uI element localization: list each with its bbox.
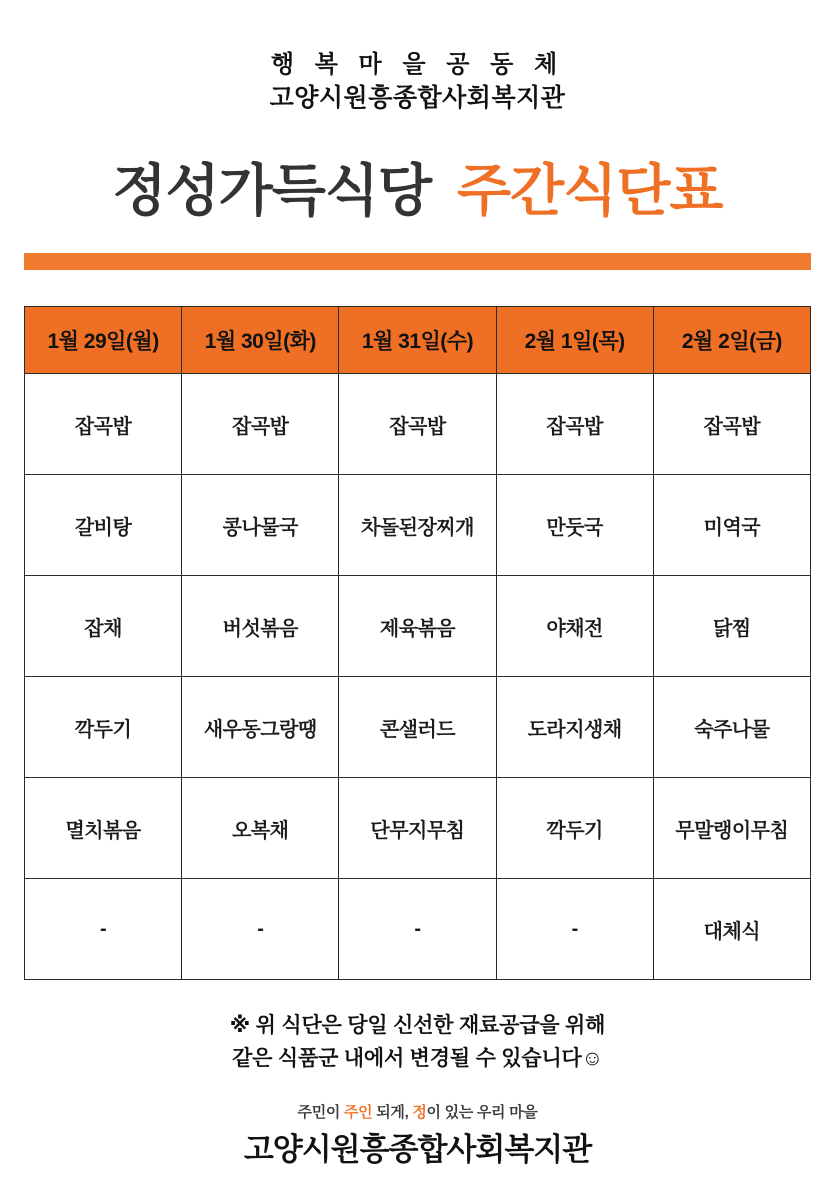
- accent-divider: [24, 253, 811, 270]
- table-row: [25, 374, 811, 475]
- slogan-part-1: 주민이: [297, 1104, 344, 1122]
- menu-cell: 콘샐러드: [339, 677, 496, 778]
- menu-cell: 새우동그랑땡: [182, 677, 339, 778]
- table-col-header-thu: 2월 1일(목): [496, 307, 653, 374]
- footer-slogan: [18, 1101, 817, 1122]
- table-row: [25, 677, 811, 778]
- table-row: [25, 475, 811, 576]
- slogan-highlight-1: 주인: [343, 1104, 373, 1122]
- table-row: [25, 879, 811, 980]
- menu-cell: 깍두기: [25, 677, 182, 778]
- table-row: [25, 778, 811, 879]
- menu-cell: 야채전: [496, 576, 653, 677]
- table-header-row: [25, 307, 811, 374]
- menu-cell: -: [182, 879, 339, 980]
- menu-cell: 잡곡밥: [653, 374, 810, 475]
- menu-cell: 단무지무침: [339, 778, 496, 879]
- footer-org-name: 고양시원흥종합사회복지관: [243, 1132, 592, 1168]
- notice-line-2: 같은 식품군 내에서 변경될 수 있습니다☺: [232, 1046, 603, 1070]
- slogan-part-3: 이 있는 우리 마을: [426, 1104, 538, 1122]
- menu-cell: 잡곡밥: [182, 374, 339, 475]
- menu-cell: 잡곡밥: [25, 374, 182, 475]
- table-col-header-tue: 1월 30일(화): [182, 307, 339, 374]
- menu-cell: 갈비탕: [25, 475, 182, 576]
- menu-cell: 버섯볶음: [182, 576, 339, 677]
- menu-cell: 제육볶음: [339, 576, 496, 677]
- menu-cell: -: [25, 879, 182, 980]
- table-col-header-fri: 2월 2일(금): [653, 307, 810, 374]
- menu-cell: 도라지생채: [496, 677, 653, 778]
- menu-cell: 대체식: [653, 879, 810, 980]
- menu-cell: 잡채: [25, 576, 182, 677]
- menu-cell: 만둣국: [496, 475, 653, 576]
- slogan-part-2: 되게,: [372, 1104, 413, 1122]
- page-title: [18, 147, 817, 227]
- menu-cell: 닭찜: [653, 576, 810, 677]
- notice-text: [18, 1010, 817, 1075]
- menu-cell: 무말랭이무침: [653, 778, 810, 879]
- menu-cell: 차돌된장찌개: [339, 475, 496, 576]
- menu-cell: 깍두기: [496, 778, 653, 879]
- table-row: [25, 576, 811, 677]
- table-col-header-mon: 1월 29일(월): [25, 307, 182, 374]
- menu-cell: -: [496, 879, 653, 980]
- slogan-highlight-2: 정: [412, 1104, 427, 1122]
- notice-line-1: ※ 위 식단은 당일 신선한 재료공급을 위해: [229, 1014, 606, 1038]
- org-tagline: 행 복 마 을 공 동 체: [270, 51, 565, 78]
- organization-header: [18, 0, 817, 113]
- menu-cell: 잡곡밥: [496, 374, 653, 475]
- table-col-header-wed: 1월 31일(수): [339, 307, 496, 374]
- menu-cell: -: [339, 879, 496, 980]
- title-subject: 주간식단표: [457, 159, 723, 223]
- weekly-menu-table: [24, 306, 811, 980]
- footer: [18, 1101, 817, 1169]
- menu-cell: 콩나물국: [182, 475, 339, 576]
- menu-cell: 숙주나물: [653, 677, 810, 778]
- org-name: 고양시원흥종합사회복지관: [269, 84, 566, 113]
- menu-cell: 잡곡밥: [339, 374, 496, 475]
- title-restaurant-name: 정성가득식당: [112, 159, 432, 223]
- menu-cell: 멸치볶음: [25, 778, 182, 879]
- menu-cell: 미역국: [653, 475, 810, 576]
- menu-cell: 오복채: [182, 778, 339, 879]
